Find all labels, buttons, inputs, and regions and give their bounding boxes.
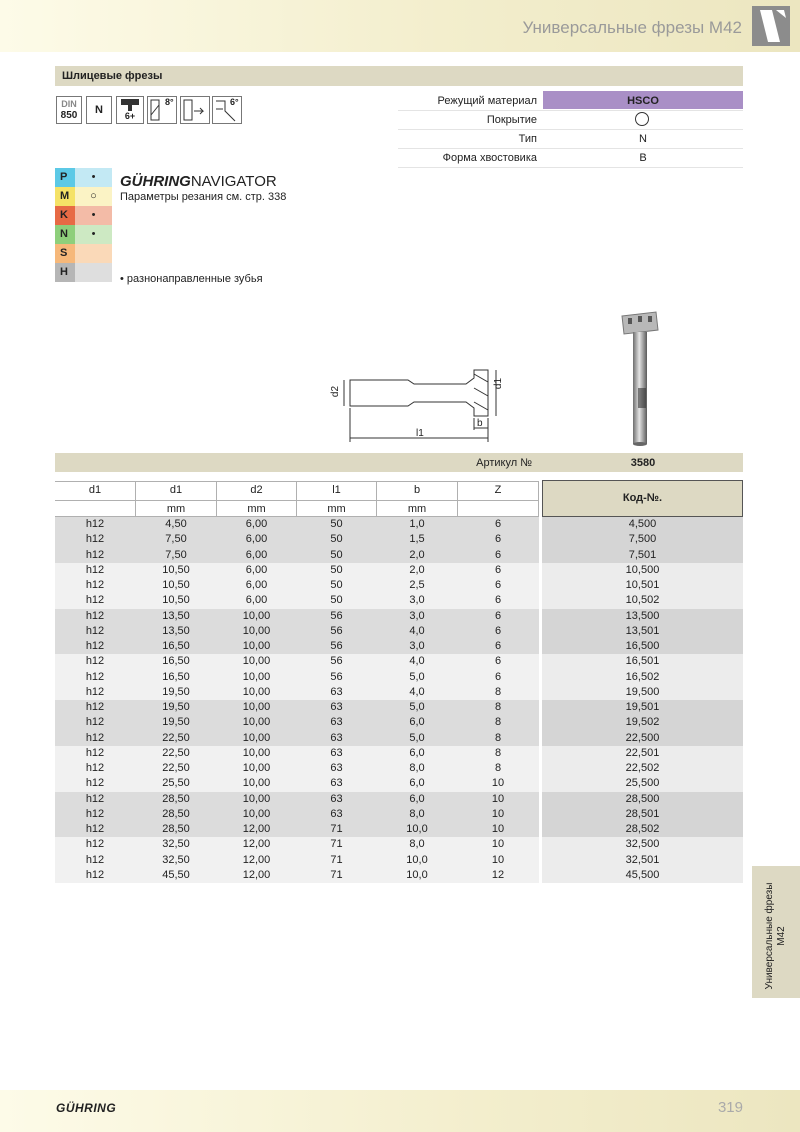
cell-b: 1,5 <box>409 533 425 546</box>
cell-l1: 71 <box>330 823 343 835</box>
cell-z: 10 <box>491 853 505 866</box>
cell-z: 8 <box>494 716 502 729</box>
unit-b: mm <box>407 503 427 515</box>
cell-b: 10,0 <box>406 823 428 835</box>
col-header-d1: d1 <box>169 484 183 496</box>
cell-tolerance: h12 <box>85 685 105 698</box>
cell-tolerance: h12 <box>85 777 105 790</box>
cutting-material-label: Режущий материал <box>437 95 537 107</box>
divider <box>398 129 743 130</box>
cell-z: 8 <box>494 746 502 759</box>
cell-d1: 10,50 <box>162 579 190 591</box>
cell-code: 32,501 <box>625 853 660 866</box>
table-line <box>55 500 539 501</box>
material-group-h-mark <box>75 263 112 282</box>
cell-code: 32,500 <box>625 838 660 851</box>
cell-code: 25,500 <box>625 777 660 790</box>
cell-tolerance: h12 <box>85 731 105 744</box>
cell-tolerance: h12 <box>85 533 105 546</box>
cell-z: 6 <box>494 518 502 530</box>
cell-code: 28,501 <box>625 807 660 820</box>
cell-d2: 6,00 <box>245 518 268 530</box>
cell-z: 6 <box>494 640 502 652</box>
footer-logo: GÜHRING <box>56 1101 117 1115</box>
material-group-n: N <box>55 225 75 244</box>
chapter-side-tab-text <box>752 866 800 998</box>
cell-code: 13,501 <box>625 624 660 637</box>
material-group-k: K <box>55 206 75 225</box>
col-header-z: Z <box>494 484 502 496</box>
cell-code: 4,500 <box>628 518 657 530</box>
cell-code: 45,500 <box>625 868 660 881</box>
cell-z: 6 <box>494 594 502 607</box>
cell-z: 6 <box>494 670 502 683</box>
cell-d1: 16,50 <box>162 655 190 668</box>
tool-type-icon <box>86 96 112 124</box>
cell-tolerance: h12 <box>85 563 105 576</box>
cell-code: 19,502 <box>625 716 660 729</box>
navigator-name: NAVIGATOR <box>190 173 277 190</box>
flutes-count-label: 6+ <box>124 111 136 121</box>
cell-code: 13,500 <box>625 609 660 622</box>
cell-code: 16,501 <box>625 655 660 668</box>
cell-b: 10,0 <box>406 853 428 866</box>
cell-d2: 10,00 <box>242 640 271 652</box>
cell-code: 28,500 <box>625 792 660 805</box>
cell-z: 10 <box>491 823 505 835</box>
cell-z: 10 <box>491 777 505 790</box>
cell-l1: 63 <box>330 777 343 790</box>
cell-b: 4,0 <box>409 655 425 668</box>
cell-b: 6,0 <box>409 792 425 805</box>
cell-b: 8,0 <box>409 838 425 851</box>
cell-tolerance: h12 <box>85 594 105 607</box>
divider <box>398 110 743 111</box>
cell-b: 2,0 <box>409 563 425 576</box>
cell-tolerance: h12 <box>85 579 105 591</box>
cell-code: 19,501 <box>625 701 660 713</box>
dim-b-label: b <box>477 418 483 429</box>
cell-b: 6,0 <box>409 777 425 790</box>
cell-d2: 10,00 <box>242 777 271 790</box>
cell-code: 28,502 <box>625 823 660 835</box>
table-line <box>55 481 539 482</box>
cell-z: 8 <box>494 685 502 698</box>
cell-l1: 56 <box>330 624 343 637</box>
cell-code: 22,500 <box>625 731 660 744</box>
cell-d2: 10,00 <box>242 762 271 774</box>
cell-l1: 50 <box>330 548 343 561</box>
cell-b: 2,5 <box>409 579 425 591</box>
col-header-d2: d2 <box>250 484 263 496</box>
cell-b: 3,0 <box>409 640 425 652</box>
cell-tolerance: h12 <box>85 670 105 683</box>
cell-l1: 50 <box>330 579 343 591</box>
shank-form-value: B <box>639 152 647 164</box>
unit-d1: mm <box>166 503 186 515</box>
cell-b: 5,0 <box>409 731 425 744</box>
cell-d1: 22,50 <box>162 746 190 759</box>
cell-tolerance: h12 <box>85 823 105 835</box>
product-photo <box>614 310 664 450</box>
cell-z: 10 <box>491 792 505 805</box>
cell-l1: 71 <box>330 853 343 866</box>
cell-d1: 45,50 <box>162 868 190 881</box>
article-number: 3580 <box>630 457 656 469</box>
type-value: N <box>639 133 647 145</box>
cutting-params-ref: Параметры резания см. стр. 338 <box>120 191 287 203</box>
side-tab-line1: Универсальные фрезы <box>764 882 775 990</box>
cell-d2: 10,00 <box>242 609 271 622</box>
helix-angle-label: 8° <box>165 97 174 107</box>
cell-z: 10 <box>491 838 505 851</box>
tool-type-letter: N <box>95 104 103 116</box>
cell-d2: 12,00 <box>242 868 271 881</box>
material-group-s-mark <box>75 244 112 263</box>
page-footer <box>0 1090 800 1132</box>
cell-l1: 71 <box>330 868 343 881</box>
coating-none-icon <box>635 112 649 126</box>
cell-code: 10,502 <box>625 594 660 607</box>
col-header-tolerance: d1 <box>88 484 102 496</box>
cell-d2: 12,00 <box>242 853 271 866</box>
cell-d2: 10,00 <box>242 716 271 729</box>
clearance-angle-label: 6° <box>230 97 239 107</box>
cell-d2: 6,00 <box>245 563 268 576</box>
helix-angle-icon <box>147 96 177 124</box>
cell-l1: 56 <box>330 609 343 622</box>
cell-tolerance: h12 <box>85 701 105 713</box>
article-label: Артикул № <box>476 457 532 469</box>
cell-d1: 25,50 <box>162 777 190 790</box>
cell-code: 19,500 <box>625 685 660 698</box>
cell-tolerance: h12 <box>85 640 105 652</box>
cell-d1: 32,50 <box>162 853 190 866</box>
cell-b: 8,0 <box>409 762 425 774</box>
col-header-l1: l1 <box>332 484 341 496</box>
cell-l1: 63 <box>330 685 343 698</box>
unit-d2: mm <box>247 503 266 515</box>
cell-d2: 10,00 <box>242 807 271 820</box>
cell-l1: 50 <box>330 563 343 576</box>
rake-angle-icon <box>180 96 210 124</box>
cell-b: 10,0 <box>406 868 428 881</box>
cell-z: 8 <box>494 701 502 713</box>
material-group-m-mark: ○ <box>75 187 112 206</box>
cell-l1: 50 <box>330 594 343 607</box>
cell-l1: 63 <box>330 731 343 744</box>
cutting-material-value: HSCO <box>627 95 659 107</box>
cell-b: 8,0 <box>409 807 425 820</box>
navigator-logo <box>120 173 277 190</box>
cell-tolerance: h12 <box>85 792 105 805</box>
dim-d2-label: d2 <box>330 385 342 398</box>
cell-z: 6 <box>494 548 502 561</box>
flutes-count-icon <box>116 96 144 124</box>
din-label: DIN <box>61 99 77 109</box>
cell-l1: 63 <box>330 716 343 729</box>
cell-d1: 13,50 <box>162 609 190 622</box>
cell-z: 6 <box>494 579 502 591</box>
divider <box>398 148 743 149</box>
cell-b: 5,0 <box>409 670 425 683</box>
cell-d1: 28,50 <box>162 823 190 835</box>
feature-note: • разнонаправленные зубья <box>120 273 263 285</box>
dim-d1-label: d1 <box>493 377 505 390</box>
unit-l1: mm <box>327 503 346 515</box>
cell-code: 10,501 <box>625 579 660 591</box>
cell-z: 6 <box>494 624 502 637</box>
cell-code: 16,502 <box>625 670 660 683</box>
cell-d2: 10,00 <box>242 731 271 744</box>
cell-l1: 56 <box>330 670 343 683</box>
cell-d1: 7,50 <box>165 548 187 561</box>
cell-l1: 63 <box>330 807 343 820</box>
cell-code: 10,500 <box>625 563 660 576</box>
cell-l1: 56 <box>330 640 343 652</box>
material-group-p: P <box>55 168 75 187</box>
cell-d1: 19,50 <box>162 716 190 729</box>
cell-code: 16,500 <box>625 640 660 652</box>
cell-z: 6 <box>494 609 502 622</box>
cell-d2: 10,00 <box>242 792 271 805</box>
cell-code: 7,501 <box>628 548 657 561</box>
type-label: Тип <box>518 133 537 145</box>
material-group-k-mark: • <box>75 206 112 225</box>
cell-l1: 63 <box>330 792 343 805</box>
cell-b: 3,0 <box>409 609 425 622</box>
cell-d1: 16,50 <box>162 670 190 683</box>
material-group-n-mark: • <box>75 225 112 244</box>
cell-tolerance: h12 <box>85 609 105 622</box>
cell-d1: 32,50 <box>162 838 190 851</box>
cell-l1: 71 <box>330 838 343 851</box>
cell-d2: 6,00 <box>245 533 268 546</box>
cell-d1: 19,50 <box>162 701 190 713</box>
cell-d1: 13,50 <box>162 624 190 637</box>
cell-tolerance: h12 <box>85 853 105 866</box>
cell-code: 22,501 <box>625 746 660 759</box>
cell-z: 8 <box>494 731 502 744</box>
din-number: 850 <box>60 110 78 121</box>
din-standard-icon <box>56 96 82 124</box>
cell-d1: 22,50 <box>162 731 190 744</box>
cell-tolerance: h12 <box>85 838 105 851</box>
material-group-p-mark: • <box>75 168 112 187</box>
table-line <box>538 481 539 516</box>
cell-d2: 10,00 <box>242 624 271 637</box>
cell-d1: 28,50 <box>162 807 190 820</box>
cell-d2: 6,00 <box>245 579 268 591</box>
cell-d1: 22,50 <box>162 762 190 774</box>
cell-z: 10 <box>491 807 505 820</box>
section-title: Шлицевые фрезы <box>62 70 163 82</box>
cell-d2: 10,00 <box>242 655 271 668</box>
cell-tolerance: h12 <box>85 716 105 729</box>
cell-b: 4,0 <box>409 624 425 637</box>
chapter-logo-icon <box>752 6 790 46</box>
col-header-b: b <box>413 484 421 496</box>
cell-b: 6,0 <box>409 746 425 759</box>
cell-z: 8 <box>494 762 502 774</box>
coating-label: Покрытие <box>486 114 537 126</box>
cell-tolerance: h12 <box>85 655 105 668</box>
material-group-s: S <box>55 244 75 263</box>
cell-code: 22,502 <box>625 762 660 774</box>
cell-z: 12 <box>491 868 505 881</box>
cell-tolerance: h12 <box>85 624 105 637</box>
cell-z: 6 <box>494 533 502 546</box>
cell-d2: 10,00 <box>242 746 271 759</box>
material-group-m: M <box>55 187 75 206</box>
cell-d1: 16,50 <box>162 640 190 652</box>
cell-tolerance: h12 <box>85 868 105 881</box>
cell-d2: 10,00 <box>242 670 271 683</box>
cell-d2: 12,00 <box>242 838 271 851</box>
divider <box>398 167 743 168</box>
cell-d1: 28,50 <box>162 792 190 805</box>
cell-d1: 10,50 <box>162 594 190 607</box>
navigator-brand: GÜHRING <box>120 173 191 190</box>
cell-d2: 6,00 <box>245 594 268 607</box>
clearance-angle-icon <box>212 96 242 124</box>
cell-z: 6 <box>494 563 502 576</box>
cell-b: 3,0 <box>409 594 425 607</box>
cell-z: 6 <box>494 655 502 668</box>
cell-b: 2,0 <box>409 548 425 561</box>
cell-d2: 12,00 <box>242 823 271 835</box>
cell-b: 5,0 <box>409 701 425 713</box>
side-tab-line2: M42 <box>776 926 787 946</box>
cell-tolerance: h12 <box>85 746 105 759</box>
cell-l1: 63 <box>330 746 343 759</box>
rake-shape-icon <box>181 97 209 123</box>
shank-form-label: Форма хвостовика <box>442 152 537 164</box>
page-header-title: Универсальные фрезы M42 <box>522 18 742 37</box>
cell-tolerance: h12 <box>85 548 105 561</box>
dim-l1-label: l1 <box>416 428 424 439</box>
cell-d1: 4,50 <box>165 518 187 530</box>
cell-tolerance: h12 <box>85 762 105 774</box>
cell-l1: 50 <box>330 533 343 546</box>
cell-code: 7,500 <box>628 533 657 546</box>
cell-tolerance: h12 <box>85 518 105 530</box>
cell-d1: 19,50 <box>162 685 190 698</box>
cell-b: 6,0 <box>409 716 425 729</box>
cell-l1: 50 <box>330 518 343 530</box>
material-group-h: H <box>55 263 75 282</box>
cell-tolerance: h12 <box>85 807 105 820</box>
cell-d2: 10,00 <box>242 701 271 713</box>
cell-b: 4,0 <box>409 685 425 698</box>
cell-l1: 63 <box>330 762 343 774</box>
page-number: 319 <box>717 1099 743 1116</box>
cell-d1: 7,50 <box>165 533 187 546</box>
code-header: Код-№. <box>622 492 663 504</box>
cell-b: 1,0 <box>409 518 425 530</box>
cell-l1: 63 <box>330 701 343 713</box>
cell-d1: 10,50 <box>162 563 190 576</box>
cell-d2: 6,00 <box>245 548 268 561</box>
cell-l1: 56 <box>330 655 343 668</box>
row-separator <box>55 883 743 884</box>
cell-d2: 10,00 <box>242 685 271 698</box>
